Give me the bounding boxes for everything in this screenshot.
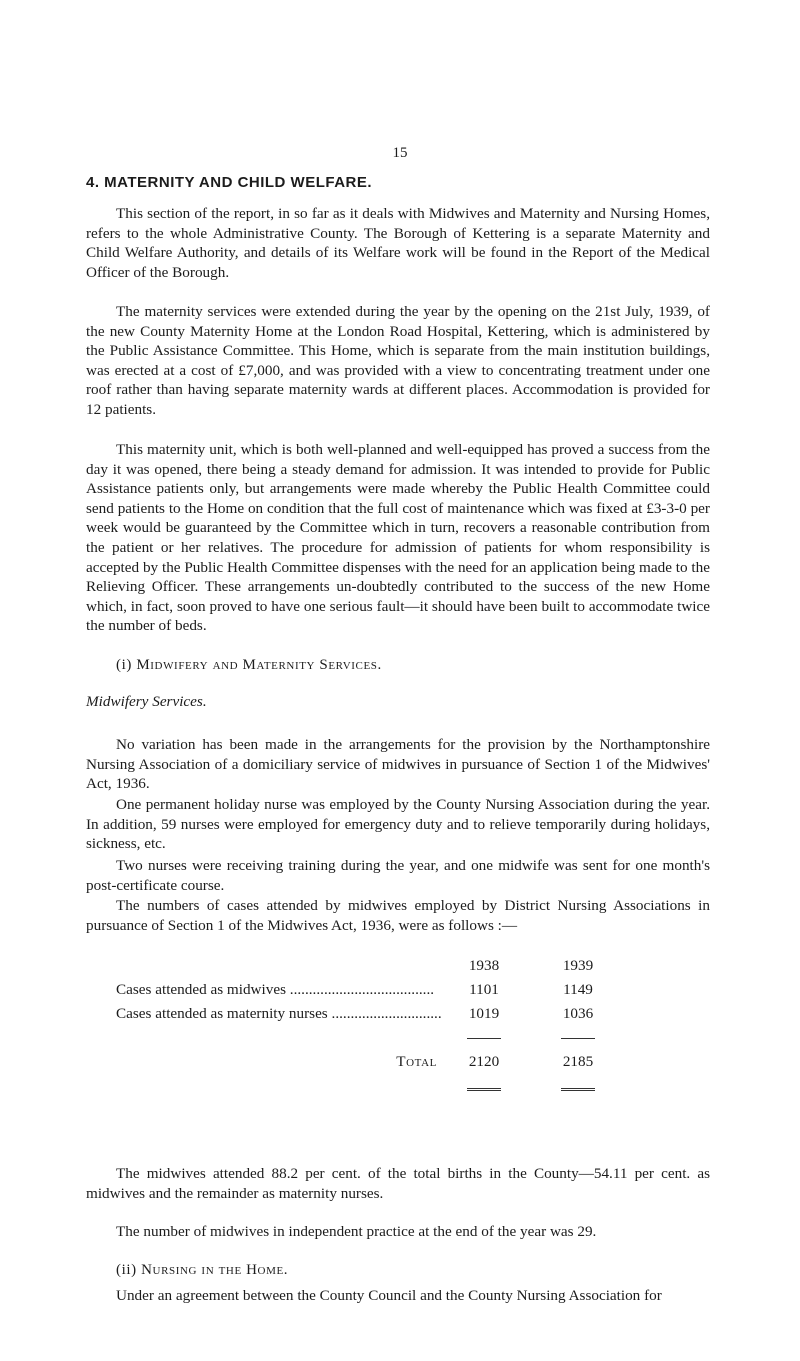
paragraph-maternity-unit: This maternity unit, which is both well-planned and well-equipped has proved a success from the day it was opened, there being a steady demand for admission. It was intended to provide for Public Assistance patients only, but arrangements were made whereby the Public Health Committee could send patients to the Home on condition that the full cost of maintenance which was fixed at £3-3-0 per week would be guaranteed by the Committee which in turn, recovers a reasonable contribution from the patient or her relatives. The procedure for admission of patients for whom responsibility is accepted by the Public Health Committee dispenses with the need for an application being made to the Relieving Officer. These arrangements un-doubtedly contributed to the success of the new Home which, in fact, soon proved to have one serious fault—it should have been built to accommodate twice the number of beds. [86, 441, 710, 635]
cell-value: 1036 [562, 1005, 594, 1022]
cell-value: 1101 [469, 981, 499, 998]
table-row [116, 1002, 613, 1026]
paragraph-percentage: The midwives attended 88.2 per cent. of the total births in the County—54.11 per cent. as midwives and the remainder as maternity nurses. [86, 1165, 710, 1202]
row-label: Cases attended as maternity nurses ............................. [116, 1005, 442, 1022]
paragraph-independent-midwives: The number of midwives in independent practice at the end of the year was 29. [116, 1223, 597, 1240]
double-rule [561, 1088, 595, 1091]
table-rule-row [116, 1026, 613, 1050]
table-row [116, 978, 613, 1002]
sub-heading-number: (ii) [116, 1262, 137, 1278]
page-number: 15 [392, 145, 408, 161]
cell-value: 1149 [563, 981, 593, 998]
cases-table [116, 954, 613, 1098]
total-value: 2120 [468, 1053, 500, 1070]
paragraph-intro: This section of the report, in so far as it deals with Midwives and Maternity and Nursing Homes, refers to the whole Administrative County. The Borough of Kettering is a separate Maternity and Child Welfare Authority, and details of its Welfare work will be found in the Report of the Medical Officer of the Borough. [86, 205, 710, 281]
total-label: Total [396, 1053, 437, 1070]
total-value: 2185 [562, 1053, 594, 1070]
table-double-rule-row [116, 1074, 613, 1098]
year-header: 1938 [468, 957, 500, 974]
paragraph-no-variation: No variation has been made in the arrangements for the provision by the Northamptonshire Nursing Association of a domiciliary service of midwives in pursuance of Section 1 of the Midwives' Act, 1936. [86, 736, 710, 793]
italic-heading-midwifery-services: Midwifery Services. [86, 693, 207, 710]
sum-rule [467, 1038, 501, 1039]
table-header-row [116, 954, 613, 978]
section-heading: 4. MATERNITY AND CHILD WELFARE. [86, 174, 373, 191]
table-total-row [116, 1050, 613, 1074]
paragraph-maternity-home: The maternity services were extended during the year by the opening on the 21st July, 1939, of the new County Maternity Home at the London Road Hospital, Kettering, which is administered by the Public Assistance Committee. This Home, which is separate from the main institution buildings, was erected at a cost of £7,000, and was provided with a view to concentrating treatment under one roof rather than having separate maternity wards at different places. Accommodation is provided for 12 patients. [86, 303, 710, 418]
paragraph-holiday-nurse: One permanent holiday nurse was employed by the County Nursing Association during the year. In addition, 59 nurses were employed for emergency duty and to relieve temporarily during holidays, sickness, etc. [86, 796, 710, 853]
cell-value: 1019 [468, 1005, 500, 1022]
double-rule [467, 1088, 501, 1091]
sum-rule [561, 1038, 595, 1039]
sub-heading-number: (i) [116, 657, 132, 673]
sub-heading-text: Midwifery and Maternity Services. [136, 657, 382, 673]
sub-heading-text: Nursing in the Home. [141, 1262, 289, 1278]
year-header: 1939 [562, 957, 594, 974]
paragraph-training: Two nurses were receiving training during the year, and one midwife was sent for one month's post-certificate course. [86, 857, 710, 894]
paragraph-cases-intro: The numbers of cases attended by midwives employed by District Nursing Associations in pursuance of Section 1 of the Midwives Act, 1936, were as follows :— [86, 897, 710, 934]
row-label: Cases attended as midwives ...................................... [116, 981, 435, 998]
paragraph-agreement: Under an agreement between the County Council and the County Nursing Association for [116, 1287, 662, 1304]
sub-heading-midwifery [116, 657, 382, 674]
sub-heading-nursing [116, 1262, 288, 1279]
